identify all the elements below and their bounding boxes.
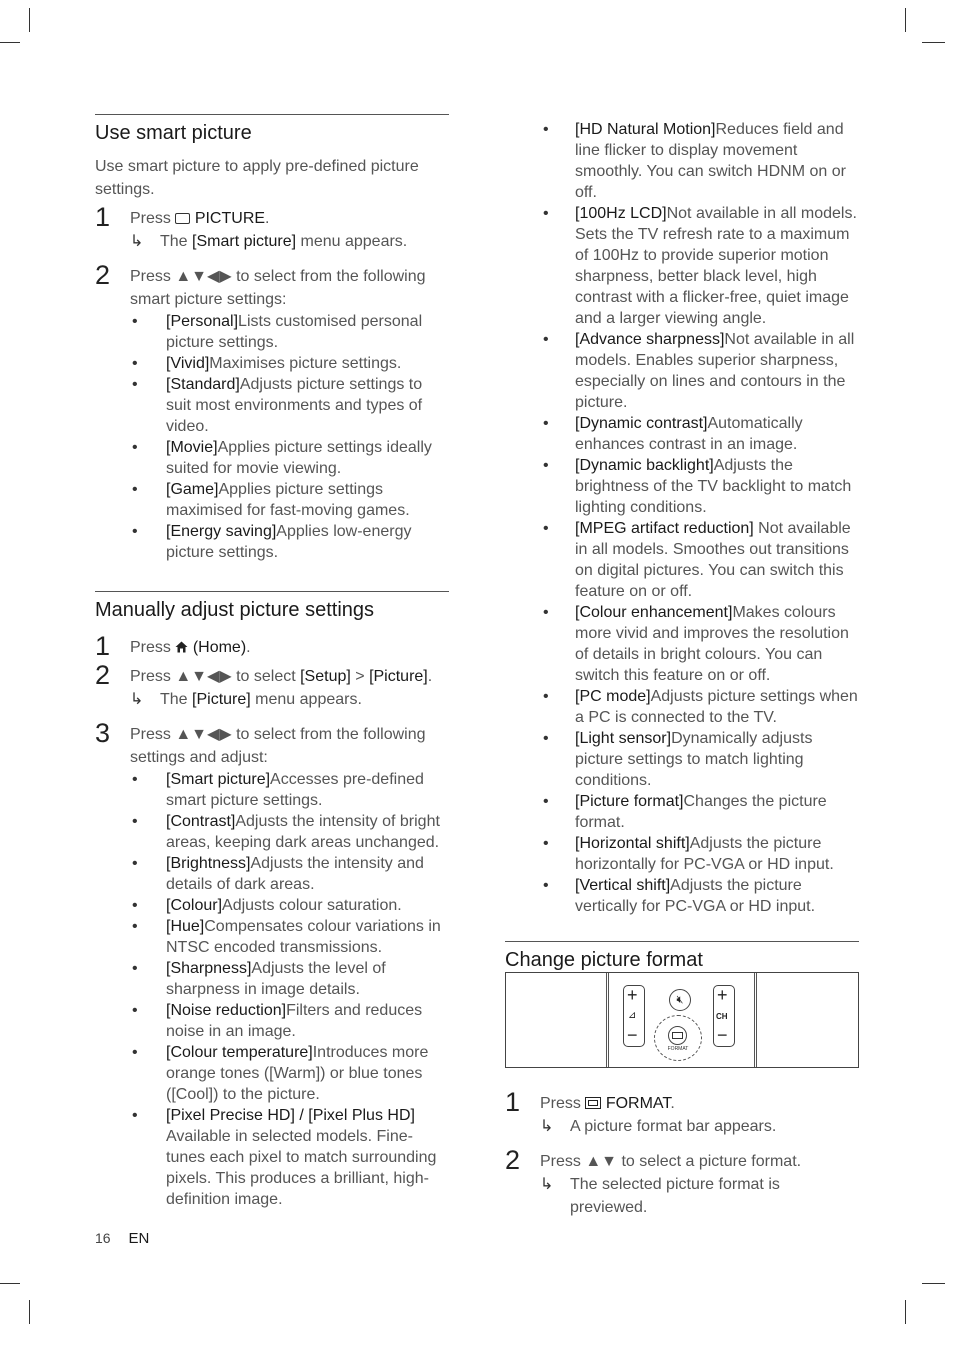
setting-description: Accesses pre-defined smart picture settings. bbox=[166, 771, 424, 809]
step-end: . bbox=[427, 668, 433, 685]
setting-description: Available in selected models. Fine-tunes each pixel to match surrounding pixels. This produces a brilliant, high-definition image. bbox=[166, 1128, 437, 1208]
list-item bbox=[130, 437, 449, 479]
smart-picture-intro: Use smart picture to apply pre-defined picture settings. bbox=[95, 158, 419, 198]
setting-key: [Vertical shift] bbox=[575, 877, 671, 894]
format-step-1 bbox=[505, 1087, 859, 1138]
language-code: EN bbox=[128, 1230, 150, 1247]
setting-key: [MPEG artifact reduction] bbox=[575, 520, 754, 537]
crop-mark bbox=[905, 1300, 906, 1324]
change-format-section bbox=[505, 941, 859, 974]
picture-icon bbox=[175, 213, 190, 224]
setting-key: [Brightness] bbox=[166, 855, 251, 872]
list-item bbox=[130, 479, 449, 521]
setting-description: Applies picture settings ideally suited for movie viewing. bbox=[166, 439, 432, 477]
setting-description: Lists customised personal picture settings. bbox=[166, 313, 423, 351]
result-text: menu appears. bbox=[300, 233, 408, 250]
ch-label: CH bbox=[716, 1012, 728, 1021]
setting-description: Maximises picture settings. bbox=[209, 355, 402, 372]
setting-description: Makes colours more vivid and improves the resolution of details in bright colours. You can switch this feature on or off. bbox=[575, 604, 849, 684]
plus-icon: + bbox=[627, 985, 638, 1005]
picture-settings-list bbox=[541, 119, 863, 917]
section-rule bbox=[505, 941, 859, 942]
setting-description: Introduces more orange tones ([Warm]) or blue tones ([Cool]) to the picture. bbox=[166, 1044, 429, 1103]
smart-step-2 bbox=[95, 260, 449, 311]
section-rule bbox=[95, 591, 449, 592]
setting-key: [Movie] bbox=[166, 439, 218, 456]
setting-description: Adjusts the brightness of the TV backlight to match lighting conditions. bbox=[575, 457, 852, 516]
setting-description: Dynamically adjusts picture settings to match lighting conditions. bbox=[575, 730, 813, 789]
list-item bbox=[541, 119, 863, 203]
setting-description: Adjusts the picture horizontally for PC-VGA or HD input. bbox=[575, 835, 834, 873]
setting-key: [Contrast] bbox=[166, 813, 236, 830]
setting-key: [Smart picture] bbox=[166, 771, 271, 788]
setting-key: [Energy saving] bbox=[166, 523, 277, 540]
setting-key: [100Hz LCD] bbox=[575, 205, 667, 222]
list-item bbox=[541, 791, 863, 833]
result-arrow-icon: ↳ bbox=[130, 691, 144, 708]
list-item bbox=[541, 203, 863, 329]
minus-icon: − bbox=[627, 1025, 638, 1045]
list-item bbox=[541, 686, 863, 728]
setting-key: [Personal] bbox=[166, 313, 239, 330]
setting-description: Automatically enhances contrast in an image. bbox=[575, 415, 803, 453]
format-steps bbox=[505, 1087, 859, 1219]
step-end: . bbox=[265, 210, 270, 227]
format-label: FORMAT bbox=[667, 1046, 689, 1052]
setting-description: Applies picture settings maximised for fast-moving games. bbox=[166, 481, 410, 519]
setting-key: [Standard] bbox=[166, 376, 240, 393]
list-item bbox=[130, 769, 449, 811]
minus-icon: − bbox=[717, 1025, 728, 1045]
list-item bbox=[130, 1000, 449, 1042]
smart-picture-list bbox=[130, 311, 449, 563]
manual-step-1 bbox=[95, 631, 449, 661]
format-key: FORMAT bbox=[605, 1095, 671, 1112]
list-item bbox=[130, 353, 449, 374]
manual-settings-list bbox=[130, 769, 449, 1210]
setting-key: [Hue] bbox=[166, 918, 205, 935]
page-footer bbox=[95, 1230, 149, 1247]
separator: > bbox=[355, 668, 365, 685]
left-column bbox=[95, 114, 449, 1210]
setting-key: [Colour enhancement] bbox=[575, 604, 733, 621]
smart-picture-title: Use smart picture bbox=[95, 122, 252, 144]
step-number: 2 bbox=[505, 1145, 521, 1175]
setting-description: Adjusts picture settings when a PC is connected to the TV. bbox=[575, 688, 858, 726]
step-number: 3 bbox=[95, 718, 111, 748]
home-key: (Home) bbox=[192, 639, 247, 656]
step-number: 1 bbox=[95, 202, 111, 232]
manual-step-2 bbox=[95, 660, 449, 711]
list-item bbox=[130, 521, 449, 563]
manual-step-3 bbox=[95, 718, 449, 769]
result-arrow-icon: ↳ bbox=[540, 1176, 554, 1193]
step-end: . bbox=[670, 1095, 675, 1112]
picture-key: [Picture] bbox=[369, 668, 428, 685]
setting-key: [Advance sharpness] bbox=[575, 331, 725, 348]
list-item bbox=[130, 311, 449, 353]
setting-description: Applies low-energy picture settings. bbox=[166, 523, 412, 561]
list-item bbox=[130, 1105, 449, 1210]
channel-rocker bbox=[713, 985, 735, 1047]
crop-mark bbox=[0, 42, 20, 43]
setting-description: Not available in all models. Sets the TV refresh rate to a maximum of 100Hz to provide superior motion sharpness, better black level, high contrast with a flicker-free, quiet image and a larger viewing angle. bbox=[575, 205, 857, 327]
list-item bbox=[130, 895, 449, 916]
setting-key: [Sharpness] bbox=[166, 960, 252, 977]
step-text: Press ▲▼ to select a picture format. bbox=[540, 1153, 802, 1170]
smart-step-1 bbox=[95, 202, 449, 253]
setting-key: [Light sensor] bbox=[575, 730, 672, 747]
setting-key: [Pixel Precise HD] / [Pixel Plus HD] bbox=[166, 1107, 415, 1124]
setting-description: Compensates colour variations in NTSC encoded transmissions. bbox=[166, 918, 441, 956]
picture-key: PICTURE bbox=[194, 210, 266, 227]
home-icon bbox=[175, 641, 188, 653]
setting-key: [Picture format] bbox=[575, 793, 684, 810]
format-button-highlight bbox=[654, 1015, 702, 1061]
format-icon bbox=[668, 1026, 687, 1045]
step-number: 1 bbox=[505, 1087, 521, 1117]
change-format-title: Change picture format bbox=[505, 949, 703, 971]
list-item bbox=[541, 518, 863, 602]
setting-key: [Horizontal shift] bbox=[575, 835, 690, 852]
list-item bbox=[130, 811, 449, 853]
crop-mark bbox=[29, 8, 30, 32]
step-text: Press ▲▼◀▶ to select from the following smart picture settings: bbox=[130, 268, 426, 308]
result-arrow-icon: ↳ bbox=[130, 233, 144, 250]
setting-description: Adjusts picture settings to suit most environments and types of video. bbox=[166, 376, 423, 435]
right-column bbox=[541, 119, 863, 917]
setting-key: [Dynamic contrast] bbox=[575, 415, 708, 432]
step-result bbox=[130, 230, 449, 253]
list-item bbox=[541, 728, 863, 791]
setting-key: [PC mode] bbox=[575, 688, 651, 705]
setup-key: [Setup] bbox=[300, 668, 351, 685]
setting-key: [Colour temperature] bbox=[166, 1044, 313, 1061]
setting-description: Not available in all models. Smoothes out transitions on digital pictures. You can switch this feature on or off. bbox=[575, 520, 851, 600]
list-item bbox=[541, 602, 863, 686]
step-end: . bbox=[246, 639, 251, 656]
step-text: Press bbox=[130, 210, 171, 227]
mute-icon: 🔇︎ bbox=[669, 989, 691, 1011]
plus-icon: + bbox=[717, 985, 728, 1005]
result-text: The bbox=[160, 691, 188, 708]
setting-description: Not available in all models. Enables superior sharpness, especially on lines and contours in the picture. bbox=[575, 331, 855, 411]
step-text: Press bbox=[540, 1095, 581, 1112]
setting-description: Changes the picture format. bbox=[575, 793, 827, 831]
list-item bbox=[130, 916, 449, 958]
setting-description: Adjusts the intensity and details of dark areas. bbox=[166, 855, 424, 893]
crop-mark bbox=[905, 8, 906, 32]
setting-description: Reduces field and line flicker to display movement smoothly. You can switch HDNM on or off. bbox=[575, 121, 846, 201]
section-rule bbox=[95, 114, 449, 115]
setting-description: Adjusts the intensity of bright areas, keeping dark areas unchanged. bbox=[166, 813, 440, 851]
crop-mark bbox=[922, 1283, 945, 1284]
step-result bbox=[130, 688, 449, 711]
list-item bbox=[130, 1042, 449, 1105]
setting-description: Adjusts the picture vertically for PC-VGA or HD input. bbox=[575, 877, 816, 915]
step-number: 1 bbox=[95, 631, 111, 661]
volume-rocker bbox=[623, 985, 645, 1047]
result-text: The selected picture format is previewed. bbox=[570, 1176, 780, 1216]
step-result bbox=[540, 1115, 859, 1138]
list-item bbox=[130, 958, 449, 1000]
step-text: Press ▲▼◀▶ to select from the following settings and adjust: bbox=[130, 726, 426, 766]
manual-adjust-title: Manually adjust picture settings bbox=[95, 599, 375, 621]
result-text: The bbox=[160, 233, 188, 250]
format-icon bbox=[585, 1097, 601, 1109]
crop-mark bbox=[922, 42, 945, 43]
setting-key: [Vivid] bbox=[166, 355, 210, 372]
remote-control-illustration bbox=[505, 972, 859, 1068]
result-text: A picture format bar appears. bbox=[570, 1118, 777, 1135]
result-key: [Picture] bbox=[192, 691, 251, 708]
list-item bbox=[541, 833, 863, 875]
list-item bbox=[541, 329, 863, 413]
setting-key: [Dynamic backlight] bbox=[575, 457, 714, 474]
page-number: 16 bbox=[95, 1230, 111, 1246]
result-arrow-icon: ↳ bbox=[540, 1118, 554, 1135]
setting-key: [Colour] bbox=[166, 897, 223, 914]
list-item bbox=[130, 374, 449, 437]
result-key: [Smart picture] bbox=[192, 233, 297, 250]
crop-mark bbox=[29, 1300, 30, 1324]
list-item bbox=[541, 413, 863, 455]
list-item bbox=[541, 875, 863, 917]
step-result bbox=[540, 1173, 859, 1219]
step-text: Press ▲▼◀▶ to select bbox=[130, 668, 296, 685]
setting-key: [Noise reduction] bbox=[166, 1002, 287, 1019]
step-text: Press bbox=[130, 639, 171, 656]
result-text: menu appears. bbox=[255, 691, 362, 708]
setting-description: Filters and reduces noise in an image. bbox=[166, 1002, 423, 1040]
step-number: 2 bbox=[95, 260, 111, 290]
format-step-2 bbox=[505, 1145, 859, 1219]
crop-mark bbox=[0, 1283, 20, 1284]
step-number: 2 bbox=[95, 660, 111, 690]
volume-icon: ⊿ bbox=[628, 1010, 637, 1021]
setting-description: Adjusts the level of sharpness in image details. bbox=[166, 960, 386, 998]
list-item bbox=[130, 853, 449, 895]
setting-key: [HD Natural Motion] bbox=[575, 121, 716, 138]
list-item bbox=[541, 455, 863, 518]
setting-description: Adjusts colour saturation. bbox=[222, 897, 402, 914]
setting-key: [Game] bbox=[166, 481, 219, 498]
